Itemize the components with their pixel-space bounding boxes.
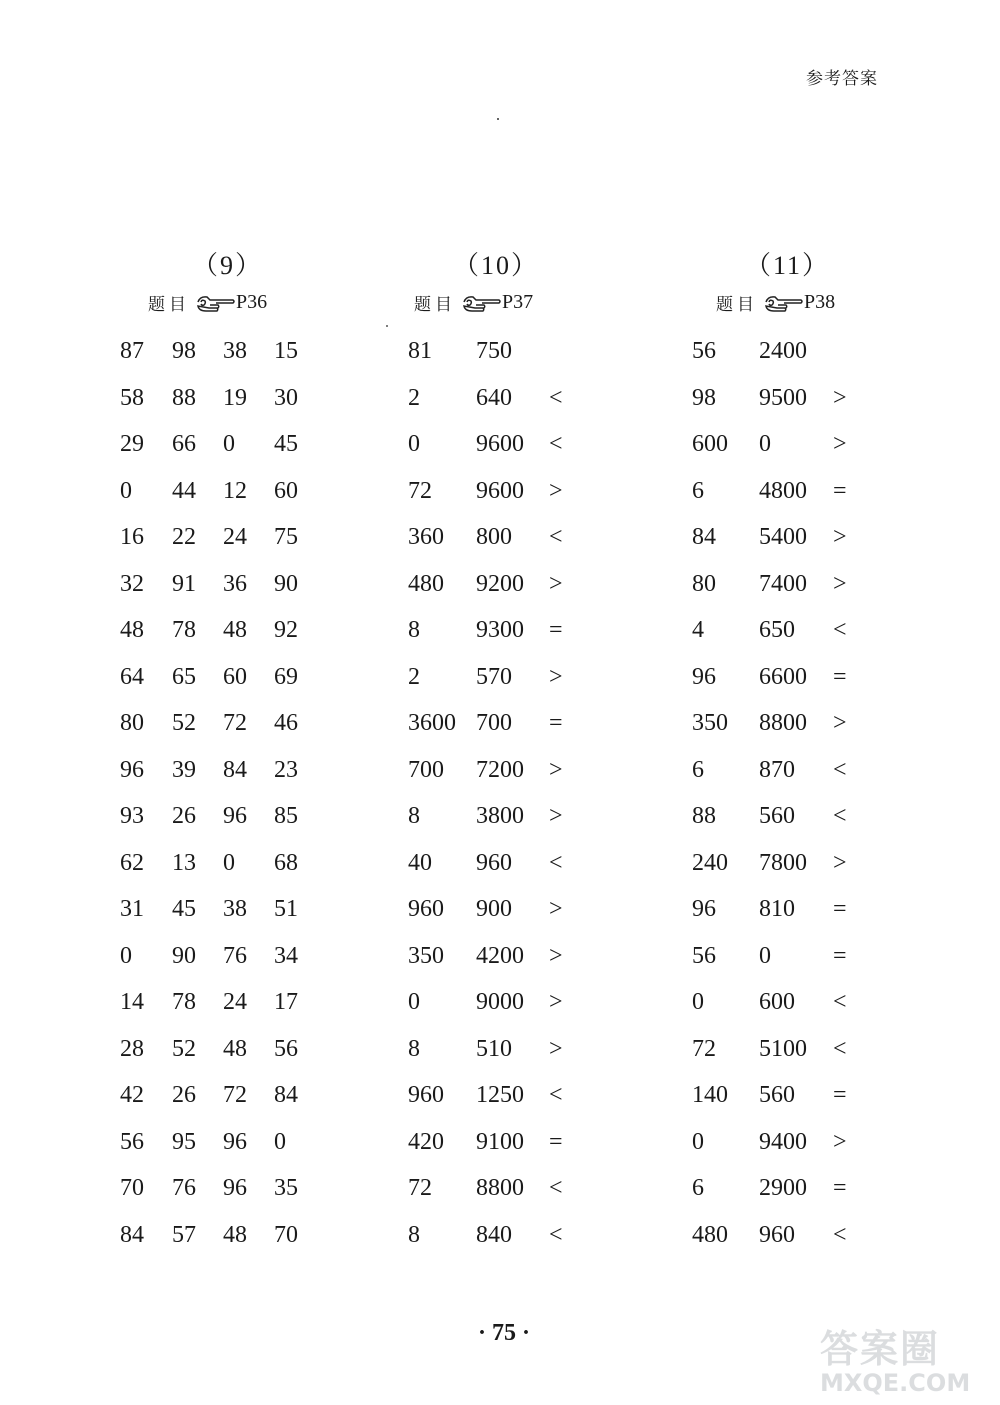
answer-9-cell: 42 — [120, 1082, 144, 1108]
answer-11-cell: 56 — [692, 942, 716, 969]
answer-11-cell: > — [833, 431, 847, 457]
ref-page: P38 — [804, 291, 836, 313]
answer-9-cell: 64 — [120, 663, 144, 690]
answer-10-cell: 8 — [408, 1221, 420, 1248]
answer-9-cell: 85 — [274, 803, 298, 829]
answer-11-row — [0, 1175, 900, 1222]
answer-9-cell: 68 — [274, 849, 298, 876]
answer-9-cell: 34 — [274, 942, 298, 969]
ref-page: P36 — [236, 291, 268, 313]
answer-11-cell: > — [833, 710, 847, 736]
answer-10-cell: 4200 — [476, 942, 524, 969]
answer-9-cell: 23 — [274, 756, 298, 783]
answer-9-cell: 31 — [120, 896, 144, 922]
answer-11-cell: 4 — [692, 617, 704, 643]
answer-9-cell: 80 — [120, 710, 144, 736]
answer-10-cell: 81 — [408, 338, 432, 364]
answer-9-cell: 78 — [172, 617, 196, 643]
answer-11-cell: > — [833, 384, 847, 411]
answer-9-cell: 56 — [120, 1128, 144, 1155]
answer-9-cell: 96 — [223, 803, 247, 829]
answer-9-cell: 15 — [274, 338, 298, 364]
answer-9-cell: 56 — [274, 1035, 298, 1062]
answer-10-cell: 960 — [408, 1082, 444, 1108]
section-11-ref — [716, 290, 835, 315]
answer-11-cell: 96 — [692, 896, 716, 922]
answer-11-row — [0, 710, 900, 757]
answer-10-cell: > — [549, 477, 563, 504]
answer-9-cell: 69 — [274, 663, 298, 690]
answer-10-cell: 8 — [408, 803, 420, 829]
answer-9-cell: 84 — [274, 1082, 298, 1108]
answer-10-cell: 9100 — [476, 1128, 524, 1155]
answer-10-cell: > — [549, 570, 563, 597]
answer-10-cell: 360 — [408, 524, 444, 550]
answer-11-cell: 2900 — [759, 1175, 807, 1201]
answer-11-cell: 560 — [759, 1082, 795, 1108]
answer-10-cell: 750 — [476, 338, 512, 364]
answer-10-cell: 72 — [408, 477, 432, 504]
answer-11-cell: 240 — [692, 849, 728, 876]
answer-9-cell: 26 — [172, 1082, 196, 1108]
answer-10-cell: < — [549, 849, 563, 876]
answer-11-cell: 2400 — [759, 338, 807, 364]
answer-10-cell: 2 — [408, 663, 420, 690]
answer-9-cell: 72 — [223, 1082, 247, 1108]
answer-10-cell: = — [549, 617, 563, 643]
answer-11-row — [0, 1036, 900, 1083]
answer-11-row — [0, 664, 900, 711]
answer-11-cell: = — [833, 477, 847, 504]
answer-9-cell: 72 — [223, 710, 247, 736]
answer-9-cell: 16 — [120, 524, 144, 550]
answer-9-cell: 29 — [120, 431, 144, 457]
answer-9-cell: 75 — [274, 524, 298, 550]
answer-11-cell: 88 — [692, 803, 716, 829]
answer-9-cell: 38 — [223, 338, 247, 364]
answer-10-cell: 350 — [408, 942, 444, 969]
answer-11-cell: > — [833, 849, 847, 876]
answer-9-cell: 0 — [274, 1128, 286, 1155]
answer-9-cell: 91 — [172, 570, 196, 597]
answer-11-cell: = — [833, 896, 847, 922]
answer-11-row — [0, 617, 900, 664]
answer-9-cell: 78 — [172, 989, 196, 1015]
answer-11-cell: < — [833, 803, 847, 829]
page-number: · 75 · — [478, 1320, 531, 1346]
answer-11-cell: 56 — [692, 338, 716, 364]
answer-11-cell: 80 — [692, 570, 716, 597]
ink-dot — [497, 118, 499, 120]
answer-10-cell: < — [549, 1175, 563, 1201]
answer-11-row — [0, 896, 900, 943]
answer-11-cell: 140 — [692, 1082, 728, 1108]
answer-9-cell: 0 — [120, 942, 132, 969]
answer-9-cell: 76 — [223, 942, 247, 969]
answer-9-cell: 70 — [274, 1221, 298, 1248]
answer-11-cell: 810 — [759, 896, 795, 922]
answer-9-cell: 0 — [223, 431, 235, 457]
answer-10-cell: 800 — [476, 524, 512, 550]
answer-11-cell: 84 — [692, 524, 716, 550]
answer-9-cell: 60 — [274, 477, 298, 504]
answer-9-cell: 45 — [172, 896, 196, 922]
answer-10-cell: < — [549, 384, 563, 411]
answer-11-cell: 98 — [692, 384, 716, 411]
answer-11-cell: 7400 — [759, 570, 807, 597]
answer-11-cell: > — [833, 570, 847, 597]
answer-9-cell: 36 — [223, 570, 247, 597]
answer-10-cell: 0 — [408, 431, 420, 457]
answer-10-cell: < — [549, 431, 563, 457]
answer-11-cell: > — [833, 1128, 847, 1155]
answer-9-cell: 22 — [172, 524, 196, 550]
pointing-hand-icon — [196, 292, 236, 314]
answer-9-cell: 76 — [172, 1175, 196, 1201]
answer-9-cell: 0 — [120, 477, 132, 504]
answer-9-cell: 51 — [274, 896, 298, 922]
section-9-ref — [148, 290, 267, 315]
answer-9-cell: 17 — [274, 989, 298, 1015]
answer-10-cell: 960 — [476, 849, 512, 876]
answer-9-cell: 66 — [172, 431, 196, 457]
answer-9-cell: 96 — [223, 1128, 247, 1155]
answer-10-cell: 900 — [476, 896, 512, 922]
answer-11-cell: 72 — [692, 1035, 716, 1062]
answer-10-cell: 2 — [408, 384, 420, 411]
answer-11-cell: 4800 — [759, 477, 807, 504]
answer-10-cell: 420 — [408, 1128, 444, 1155]
watermark-top-text: 答案圈 — [820, 1327, 941, 1371]
answer-10-cell: > — [549, 942, 563, 969]
answer-10-cell: 9600 — [476, 431, 524, 457]
section-11-title: （11） — [745, 251, 831, 280]
answer-10-cell: 9600 — [476, 477, 524, 504]
answer-11-cell: 650 — [759, 617, 795, 643]
answer-11-row — [0, 1129, 900, 1176]
answer-10-cell: 40 — [408, 849, 432, 876]
answer-11-cell: 9500 — [759, 384, 807, 411]
answer-11-cell: = — [833, 1175, 847, 1201]
answer-9-cell: 96 — [223, 1175, 247, 1201]
answer-11-cell: < — [833, 989, 847, 1015]
answer-9-cell: 48 — [223, 1221, 247, 1248]
answer-9-cell: 90 — [172, 942, 196, 969]
answer-9-cell: 32 — [120, 570, 144, 597]
answer-9-cell: 13 — [172, 849, 196, 876]
answer-11-row — [0, 431, 900, 478]
answer-9-cell: 90 — [274, 570, 298, 597]
answer-11-cell: < — [833, 1035, 847, 1062]
answer-11-cell: 6 — [692, 1175, 704, 1201]
answer-11-row — [0, 571, 900, 618]
answer-11-cell: 6600 — [759, 663, 807, 690]
answer-10-cell: 510 — [476, 1035, 512, 1062]
answer-10-cell: < — [549, 1221, 563, 1248]
answer-10-cell: 0 — [408, 989, 420, 1015]
answer-9-cell: 60 — [223, 663, 247, 690]
answer-11-cell: = — [833, 663, 847, 690]
answer-10-cell: 960 — [408, 896, 444, 922]
watermark-logo — [820, 1318, 990, 1398]
answer-10-cell: = — [549, 710, 563, 736]
answer-10-cell: 570 — [476, 663, 512, 690]
answers-column-11 — [0, 338, 900, 1268]
answer-9-cell: 48 — [120, 617, 144, 643]
answer-11-cell: = — [833, 942, 847, 969]
answer-10-cell: > — [549, 803, 563, 829]
answer-10-cell: 1250 — [476, 1082, 524, 1108]
answer-11-cell: < — [833, 617, 847, 643]
answer-11-cell: 8800 — [759, 710, 807, 736]
answer-11-cell: 350 — [692, 710, 728, 736]
answer-10-cell: > — [549, 896, 563, 922]
answer-11-cell: < — [833, 756, 847, 783]
answer-9-cell: 57 — [172, 1221, 196, 1248]
answer-9-cell: 28 — [120, 1035, 144, 1062]
ref-label: 题目 — [716, 295, 758, 315]
answer-9-cell: 14 — [120, 989, 144, 1015]
answer-10-cell: > — [549, 663, 563, 690]
answer-9-cell: 46 — [274, 710, 298, 736]
answer-9-cell: 58 — [120, 384, 144, 411]
answer-10-cell: = — [549, 1128, 563, 1155]
answer-10-cell: > — [549, 1035, 563, 1062]
answer-10-cell: 480 — [408, 570, 444, 597]
answer-11-cell: 5100 — [759, 1035, 807, 1062]
answer-9-cell: 65 — [172, 663, 196, 690]
answer-11-row — [0, 385, 900, 432]
answer-9-cell: 93 — [120, 803, 144, 829]
answer-10-cell: 640 — [476, 384, 512, 411]
answer-11-cell: 0 — [692, 1128, 704, 1155]
answer-11-row — [0, 989, 900, 1036]
section-10-ref — [414, 290, 533, 315]
answer-9-cell: 0 — [223, 849, 235, 876]
answer-11-cell: 600 — [759, 989, 795, 1015]
answer-11-cell: < — [833, 1221, 847, 1248]
page-header-title: 参考答案 — [806, 69, 878, 89]
answer-10-cell: 8 — [408, 617, 420, 643]
answer-11-row — [0, 943, 900, 990]
answer-10-cell: < — [549, 524, 563, 550]
answer-9-cell: 38 — [223, 896, 247, 922]
answer-10-cell: 700 — [408, 756, 444, 783]
answer-9-cell: 39 — [172, 756, 196, 783]
ref-label: 题目 — [148, 295, 190, 315]
answer-9-cell: 24 — [223, 524, 247, 550]
answer-11-cell: 480 — [692, 1221, 728, 1248]
answer-9-cell: 19 — [223, 384, 247, 411]
answer-11-row — [0, 338, 900, 385]
answer-9-cell: 24 — [223, 989, 247, 1015]
answer-11-row — [0, 478, 900, 525]
watermark-bottom-text: MXQE.COM — [820, 1369, 971, 1397]
answer-10-cell: 72 — [408, 1175, 432, 1201]
section-9-title: （9） — [192, 251, 264, 280]
answer-11-cell: = — [833, 1082, 847, 1108]
answer-9-cell: 96 — [120, 756, 144, 783]
answer-11-cell: 0 — [692, 989, 704, 1015]
answer-9-cell: 12 — [223, 477, 247, 504]
answer-11-cell: 6 — [692, 756, 704, 783]
answer-10-cell: 8800 — [476, 1175, 524, 1201]
answer-10-cell: 3800 — [476, 803, 524, 829]
answer-11-cell: 96 — [692, 663, 716, 690]
answer-10-cell: < — [549, 1082, 563, 1108]
answer-9-cell: 84 — [120, 1221, 144, 1248]
answer-10-cell: > — [549, 756, 563, 783]
answer-10-cell: 8 — [408, 1035, 420, 1062]
answer-10-cell: 9300 — [476, 617, 524, 643]
answer-11-cell: 600 — [692, 431, 728, 457]
answer-11-row — [0, 803, 900, 850]
answer-11-cell: 560 — [759, 803, 795, 829]
ref-page: P37 — [502, 291, 534, 313]
answer-9-cell: 88 — [172, 384, 196, 411]
answer-11-cell: 5400 — [759, 524, 807, 550]
answer-10-cell: 9000 — [476, 989, 524, 1015]
answer-10-cell: 700 — [476, 710, 512, 736]
answer-10-cell: 9200 — [476, 570, 524, 597]
ink-dot — [386, 325, 388, 327]
answer-10-cell: > — [549, 989, 563, 1015]
answer-9-cell: 44 — [172, 477, 196, 504]
answer-11-row — [0, 1082, 900, 1129]
answer-11-cell: > — [833, 524, 847, 550]
answer-9-cell: 48 — [223, 617, 247, 643]
answer-11-cell: 0 — [759, 431, 771, 457]
answer-9-cell: 52 — [172, 1035, 196, 1062]
ref-label: 题目 — [414, 295, 456, 315]
answer-9-cell: 30 — [274, 384, 298, 411]
pointing-hand-icon — [462, 292, 502, 314]
answer-11-cell: 870 — [759, 756, 795, 783]
answer-11-cell: 6 — [692, 477, 704, 504]
answer-9-cell: 62 — [120, 849, 144, 876]
answer-11-row — [0, 757, 900, 804]
answer-11-cell: 7800 — [759, 849, 807, 876]
answer-9-cell: 98 — [172, 338, 196, 364]
answer-9-cell: 84 — [223, 756, 247, 783]
answer-11-row — [0, 1222, 900, 1269]
answer-10-cell: 840 — [476, 1221, 512, 1248]
answer-11-row — [0, 850, 900, 897]
pointing-hand-icon — [764, 292, 804, 314]
answer-11-cell: 9400 — [759, 1128, 807, 1155]
answer-11-cell: 0 — [759, 942, 771, 969]
answer-10-cell: 3600 — [408, 710, 456, 736]
answer-9-cell: 95 — [172, 1128, 196, 1155]
answer-10-cell: 7200 — [476, 756, 524, 783]
answer-9-cell: 48 — [223, 1035, 247, 1062]
section-10-title: （10） — [453, 251, 540, 280]
answer-9-cell: 87 — [120, 338, 144, 364]
answer-9-cell: 70 — [120, 1175, 144, 1201]
answer-9-cell: 45 — [274, 431, 298, 457]
answer-11-cell: 960 — [759, 1221, 795, 1248]
answer-9-cell: 35 — [274, 1175, 298, 1201]
answer-9-cell: 52 — [172, 710, 196, 736]
answer-9-cell: 92 — [274, 617, 298, 643]
answer-9-cell: 26 — [172, 803, 196, 829]
answer-11-row — [0, 524, 900, 571]
